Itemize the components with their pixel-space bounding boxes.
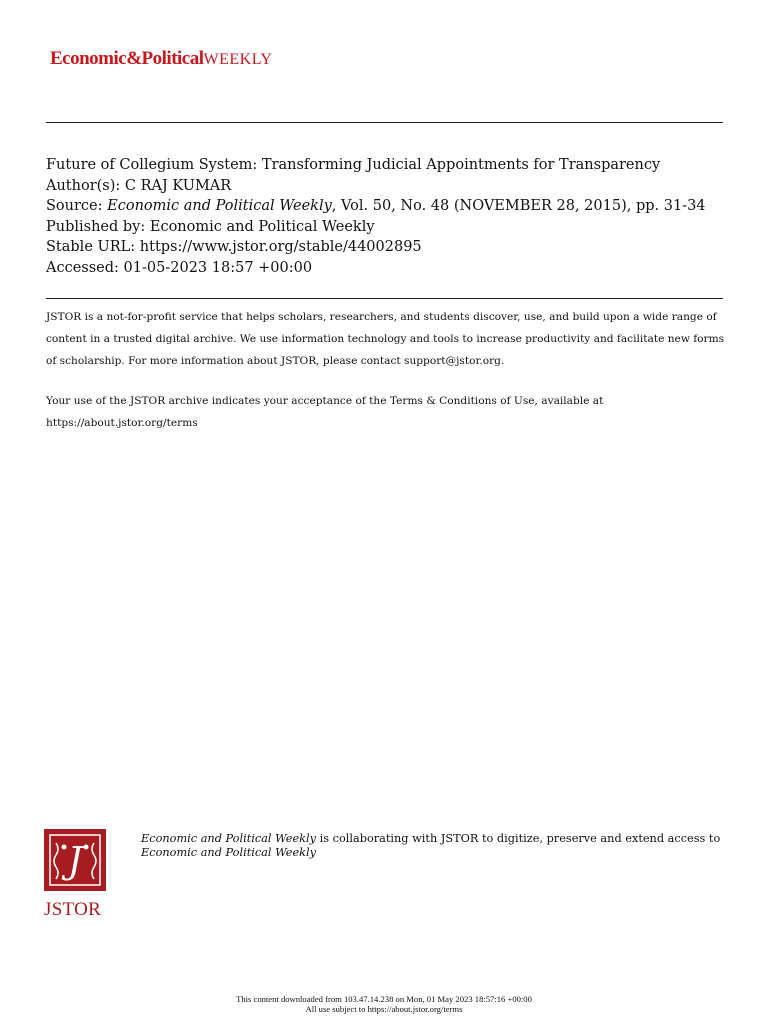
published-line [46, 217, 736, 238]
jstor-logo [44, 829, 108, 921]
footer-line-1: This content downloaded from 103.47.14.238 on Mon, 01 May 2023 18:57:16 +00:00 [236, 994, 532, 1004]
accessed-value: 01-05-2023 18:57 +00:00 [123, 259, 313, 276]
logo-weekly: WEEKLY [203, 51, 273, 68]
source-journal: Economic and Political Weekly [107, 198, 332, 215]
accessed-label: Accessed: [46, 259, 124, 276]
article-title: Future of Collegium System: Transforming Judicial Appointments for Transparency [46, 157, 661, 173]
authors-line [46, 176, 736, 197]
notice-paragraph-2: Your use of the JSTOR archive indicates your acceptance of the Terms & Conditions of Use, available at https://about.jstor.org/terms [46, 395, 604, 429]
middle-divider [46, 298, 723, 299]
collab-journal-2: Economic and Political Weekly [141, 845, 317, 859]
download-footer [0, 994, 768, 1014]
svg-text:J: J [67, 841, 83, 882]
collaboration-statement [141, 832, 731, 859]
published-label: Published by: [46, 218, 150, 235]
published-value: Economic and Political Weekly [149, 218, 375, 235]
authors-value: C RAJ KUMAR [124, 177, 232, 194]
jstor-notice [46, 306, 726, 452]
jstor-emblem-icon [44, 829, 106, 891]
source-details: , Vol. 50, No. 48 (NOVEMBER 28, 2015), pp. 31-34 [331, 198, 706, 215]
source-label: Source: [46, 198, 108, 215]
accessed-line [46, 258, 736, 279]
source-line [46, 196, 736, 217]
authors-label: Author(s): [46, 177, 125, 194]
article-metadata [46, 155, 736, 279]
notice-paragraph-1: JSTOR is a not-for-profit service that helps scholars, researchers, and students discover, use, and build upon a wide range of content in a trusted digital archive. We use information technology and tools to increase productivity and facilitate new forms of scholarship. For more information about JSTOR, please contact support@jstor.org. [46, 311, 725, 367]
collab-journal-1: Economic and Political Weekly [141, 832, 317, 845]
publisher-logo [50, 48, 272, 70]
collab-text: is collaborating with JSTOR to digitize, preserve and extend access to [316, 832, 721, 845]
stable-url-label: Stable URL: [46, 239, 140, 256]
jstor-wordmark: JSTOR [44, 899, 102, 920]
stable-url-link[interactable]: https://www.jstor.org/stable/44002895 [139, 239, 422, 256]
stable-url-line [46, 237, 736, 258]
footer-line-2: All use subject to https://about.jstor.org/terms [305, 1004, 463, 1014]
top-divider [46, 122, 723, 123]
logo-economic-political: Economic&Political [50, 48, 204, 69]
